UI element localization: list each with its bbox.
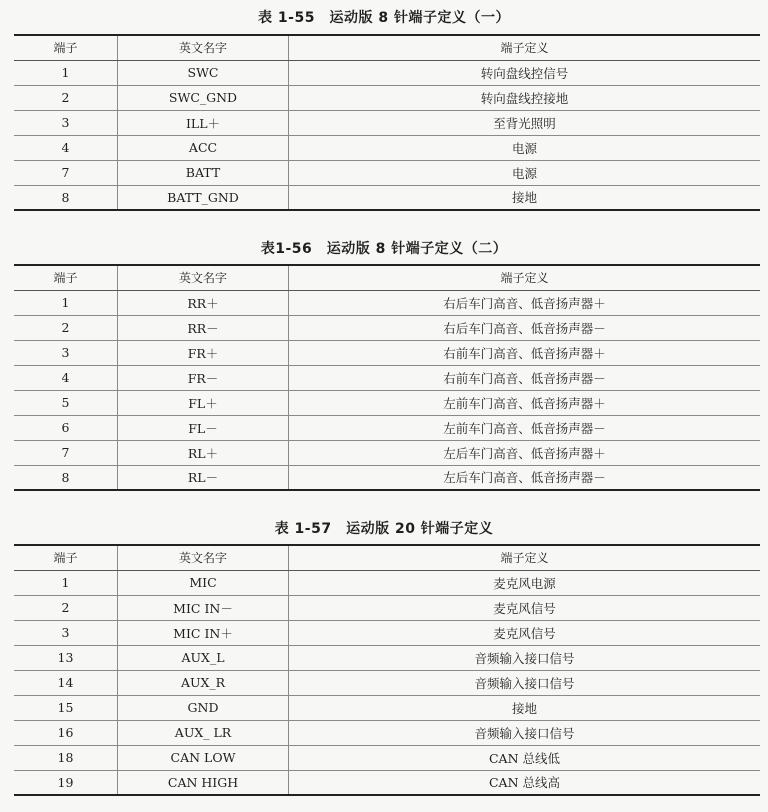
english-name-cell: MIC IN－ bbox=[118, 595, 289, 620]
table-row bbox=[14, 440, 760, 465]
pin-definition-cell: 电源 bbox=[289, 160, 761, 185]
pin-number-cell: 15 bbox=[14, 695, 118, 720]
table-1-55 bbox=[14, 34, 760, 211]
pin-number-cell: 3 bbox=[14, 110, 118, 135]
english-name-cell: SWC_GND bbox=[118, 85, 289, 110]
caption-table-1-57: 表 1-57 运动版 20 针端子定义 bbox=[274, 521, 494, 537]
column-header: 端子 bbox=[14, 265, 118, 290]
pin-definition-cell: 右后车门高音、低音扬声器＋ bbox=[289, 290, 761, 315]
english-name-cell: FR＋ bbox=[118, 340, 289, 365]
table-row bbox=[14, 645, 760, 670]
table-row bbox=[14, 135, 760, 160]
table-1-56 bbox=[14, 264, 760, 491]
pin-number-cell: 1 bbox=[14, 570, 118, 595]
english-name-cell: AUX_L bbox=[118, 645, 289, 670]
table-row bbox=[14, 415, 760, 440]
pin-definition-cell: 麦克风电源 bbox=[289, 570, 761, 595]
english-name-cell: RR－ bbox=[118, 315, 289, 340]
pin-definition-cell: 电源 bbox=[289, 135, 761, 160]
english-name-cell: FR－ bbox=[118, 365, 289, 390]
table-header-row bbox=[14, 35, 760, 60]
english-name-cell: RL－ bbox=[118, 465, 289, 490]
english-name-cell: RL＋ bbox=[118, 440, 289, 465]
pin-number-cell: 1 bbox=[14, 290, 118, 315]
column-header: 端子 bbox=[14, 35, 118, 60]
pin-number-cell: 2 bbox=[14, 595, 118, 620]
column-header: 英文名字 bbox=[118, 265, 289, 290]
english-name-cell: CAN LOW bbox=[118, 745, 289, 770]
pin-number-cell: 8 bbox=[14, 465, 118, 490]
column-header: 英文名字 bbox=[118, 545, 289, 570]
english-name-cell: FL＋ bbox=[118, 390, 289, 415]
table-row bbox=[14, 595, 760, 620]
pin-definition-cell: 麦克风信号 bbox=[289, 595, 761, 620]
pin-number-cell: 5 bbox=[14, 390, 118, 415]
english-name-cell: SWC bbox=[118, 60, 289, 85]
english-name-cell: MIC IN＋ bbox=[118, 620, 289, 645]
english-name-cell: MIC bbox=[118, 570, 289, 595]
pin-definition-cell: 接地 bbox=[289, 185, 761, 210]
english-name-cell: FL－ bbox=[118, 415, 289, 440]
pin-number-cell: 8 bbox=[14, 185, 118, 210]
pin-definition-cell: 左前车门高音、低音扬声器＋ bbox=[289, 390, 761, 415]
table-row bbox=[14, 110, 760, 135]
table-1-57 bbox=[14, 544, 760, 796]
table-row bbox=[14, 570, 760, 595]
pin-number-cell: 3 bbox=[14, 340, 118, 365]
pin-number-cell: 4 bbox=[14, 135, 118, 160]
table-row bbox=[14, 340, 760, 365]
english-name-cell: RR＋ bbox=[118, 290, 289, 315]
english-name-cell: AUX_R bbox=[118, 670, 289, 695]
column-header: 端子定义 bbox=[289, 265, 761, 290]
table-row bbox=[14, 85, 760, 110]
pin-definition-cell: 转向盘线控接地 bbox=[289, 85, 761, 110]
table-row bbox=[14, 770, 760, 795]
pin-number-cell: 1 bbox=[14, 60, 118, 85]
pin-definition-cell: 左前车门高音、低音扬声器－ bbox=[289, 415, 761, 440]
column-header: 端子 bbox=[14, 545, 118, 570]
caption-table-1-56: 表1-56 运动版 8 针端子定义（二） bbox=[260, 241, 508, 257]
english-name-cell: ACC bbox=[118, 135, 289, 160]
table-row bbox=[14, 670, 760, 695]
english-name-cell: AUX_ LR bbox=[118, 720, 289, 745]
pin-number-cell: 4 bbox=[14, 365, 118, 390]
pin-number-cell: 14 bbox=[14, 670, 118, 695]
pin-definition-cell: CAN 总线低 bbox=[289, 745, 761, 770]
table-header-row bbox=[14, 265, 760, 290]
pin-number-cell: 3 bbox=[14, 620, 118, 645]
pin-definition-cell: 音频输入接口信号 bbox=[289, 670, 761, 695]
table-row bbox=[14, 720, 760, 745]
table-row bbox=[14, 60, 760, 85]
table-row bbox=[14, 745, 760, 770]
pin-definition-cell: 左后车门高音、低音扬声器－ bbox=[289, 465, 761, 490]
column-header: 端子定义 bbox=[289, 545, 761, 570]
table-row bbox=[14, 185, 760, 210]
pin-definition-cell: 右前车门高音、低音扬声器－ bbox=[289, 365, 761, 390]
table-header-row bbox=[14, 545, 760, 570]
pin-number-cell: 16 bbox=[14, 720, 118, 745]
pin-number-cell: 13 bbox=[14, 645, 118, 670]
english-name-cell: GND bbox=[118, 695, 289, 720]
table-row bbox=[14, 465, 760, 490]
table-row bbox=[14, 620, 760, 645]
pin-number-cell: 6 bbox=[14, 415, 118, 440]
pin-number-cell: 18 bbox=[14, 745, 118, 770]
table-row bbox=[14, 160, 760, 185]
caption-table-1-55: 表 1-55 运动版 8 针端子定义（一） bbox=[258, 10, 510, 26]
table-row bbox=[14, 390, 760, 415]
pin-definition-cell: 麦克风信号 bbox=[289, 620, 761, 645]
pin-definition-cell: 左后车门高音、低音扬声器＋ bbox=[289, 440, 761, 465]
pin-definition-cell: 至背光照明 bbox=[289, 110, 761, 135]
pin-number-cell: 7 bbox=[14, 160, 118, 185]
pin-definition-cell: 右前车门高音、低音扬声器＋ bbox=[289, 340, 761, 365]
table-row bbox=[14, 290, 760, 315]
table-row bbox=[14, 365, 760, 390]
pin-definition-cell: 右后车门高音、低音扬声器－ bbox=[289, 315, 761, 340]
pin-number-cell: 2 bbox=[14, 315, 118, 340]
pin-definition-cell: 转向盘线控信号 bbox=[289, 60, 761, 85]
pin-definition-cell: 音频输入接口信号 bbox=[289, 720, 761, 745]
table-row bbox=[14, 315, 760, 340]
pin-definition-cell: 音频输入接口信号 bbox=[289, 645, 761, 670]
english-name-cell: BATT bbox=[118, 160, 289, 185]
english-name-cell: BATT_GND bbox=[118, 185, 289, 210]
pin-number-cell: 2 bbox=[14, 85, 118, 110]
column-header: 英文名字 bbox=[118, 35, 289, 60]
column-header: 端子定义 bbox=[289, 35, 761, 60]
pin-definition-cell: CAN 总线高 bbox=[289, 770, 761, 795]
pin-definition-cell: 接地 bbox=[289, 695, 761, 720]
pin-number-cell: 7 bbox=[14, 440, 118, 465]
pin-number-cell: 19 bbox=[14, 770, 118, 795]
english-name-cell: ILL＋ bbox=[118, 110, 289, 135]
table-row bbox=[14, 695, 760, 720]
english-name-cell: CAN HIGH bbox=[118, 770, 289, 795]
